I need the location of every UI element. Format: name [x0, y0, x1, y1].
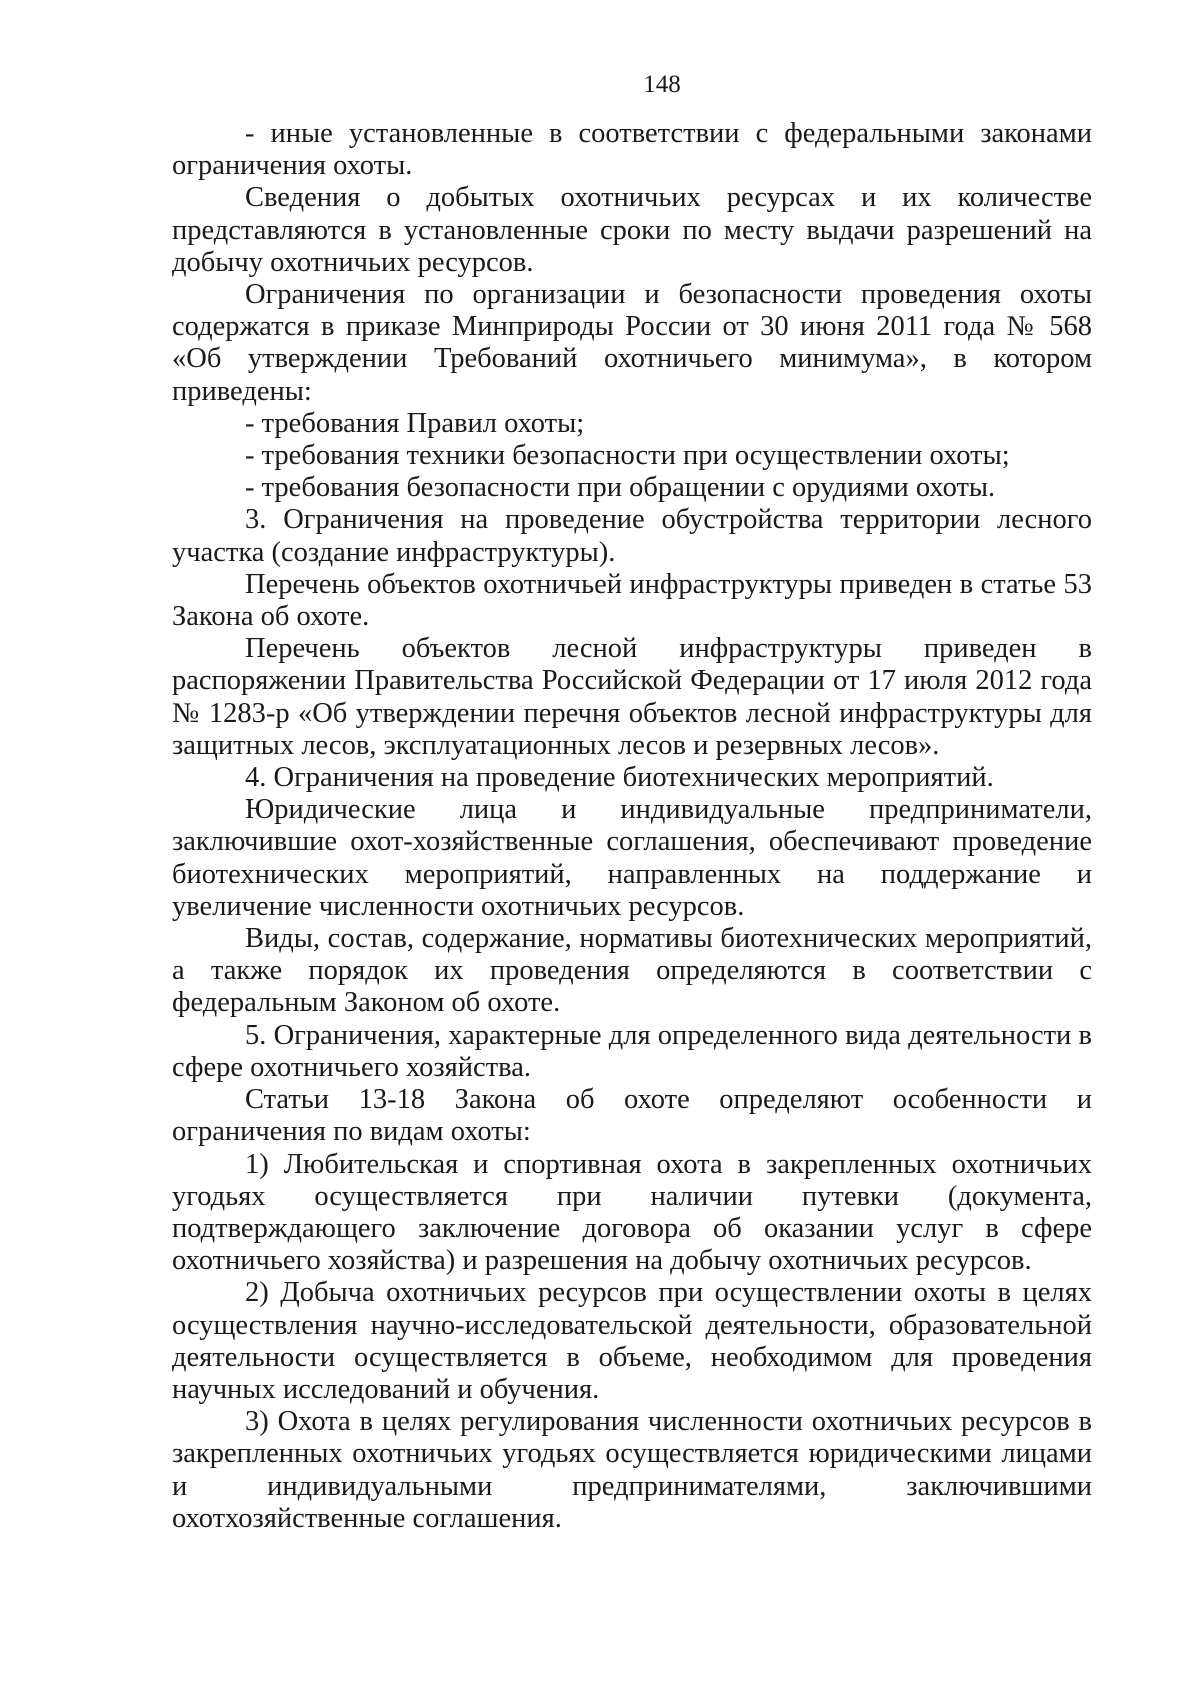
document-body	[172, 118, 1092, 1535]
list-item: - требования безопасности при обращении с орудиями охоты.	[245, 472, 996, 504]
list-item: 3) Охота в целях регулирования численности охотничьих ресурсов в закрепленных охотничьих угодьях осуществляется юридическими лицами и индивидуальными предпринимателями, заключившими охотхозяйственные соглашения.	[172, 1406, 1092, 1534]
paragraph: Ограничения по организации и безопасности проведения охоты содержатся в приказе Минприроды России от 30 июня 2011 года № 568 «Об утверждении Требований охотничьего минимума», в котором приведены:	[172, 279, 1092, 407]
paragraph: Перечень объектов охотничьей инфраструктуры приведен в статье 53 Закона об охоте.	[172, 568, 1092, 633]
list-item: - требования Правил охоты;	[245, 407, 585, 439]
section-heading: 3. Ограничения на проведение обустройства территории лесного участка (создание инфраструктуры).	[172, 504, 1092, 568]
paragraph: Сведения о добытых охотничьих ресурсах и их количестве представляются в установленные сроки по месту выдачи разрешений на добычу охотничьих ресурсов.	[172, 182, 1092, 278]
paragraph: Юридические лица и индивидуальные предприниматели, заключившие охот-хозяйственные соглашения, обеспечивают проведение биотехнических мероприятий, направленных на поддержание и увеличение численности охотничьих ресурсов.	[172, 794, 1092, 922]
section-heading: 4. Ограничения на проведение биотехнических мероприятий.	[245, 762, 994, 794]
paragraph: Перечень объектов лесной инфраструктуры приведен в распоряжении Правительства Российской Федерации от 17 июля 2012 года № 1283-р «Об утверждении перечня объектов лесной инфраструктуры для защитных лесов, эксплуатационных лесов и резервных лесов».	[172, 633, 1092, 761]
list-item: 1) Любительская и спортивная охота в закрепленных охотничьих угодьях осуществляется при наличии путевки (документа, подтверждающего заключение договора об оказании услуг в сфере охотничьего хозяйства) и разрешения на добычу охотничьих ресурсов.	[172, 1148, 1092, 1277]
paragraph: - иные установленные в соответствии с федеральными законами ограничения охоты.	[172, 118, 1092, 182]
paragraph: Виды, состав, содержание, нормативы биотехнических мероприятий, а также порядок их проведения определяются в соответствии с федеральным Законом об охоте.	[172, 923, 1092, 1019]
section-heading: 5. Ограничения, характерные для определенного вида деятельности в сфере охотничьего хозяйства.	[172, 1019, 1092, 1083]
list-item: - требования техники безопасности при осуществлении охоты;	[245, 440, 1010, 472]
paragraph: Статьи 13-18 Закона об охоте определяют особенности и ограничения по видам охоты:	[172, 1084, 1092, 1148]
list-item: 2) Добыча охотничьих ресурсов при осуществлении охоты в целях осуществления научно-исследовательской деятельности, образовательной деятельности осуществляется в объеме, необходимом для проведения научных исследований и обучения.	[172, 1277, 1092, 1405]
page-number: 148	[643, 71, 681, 98]
